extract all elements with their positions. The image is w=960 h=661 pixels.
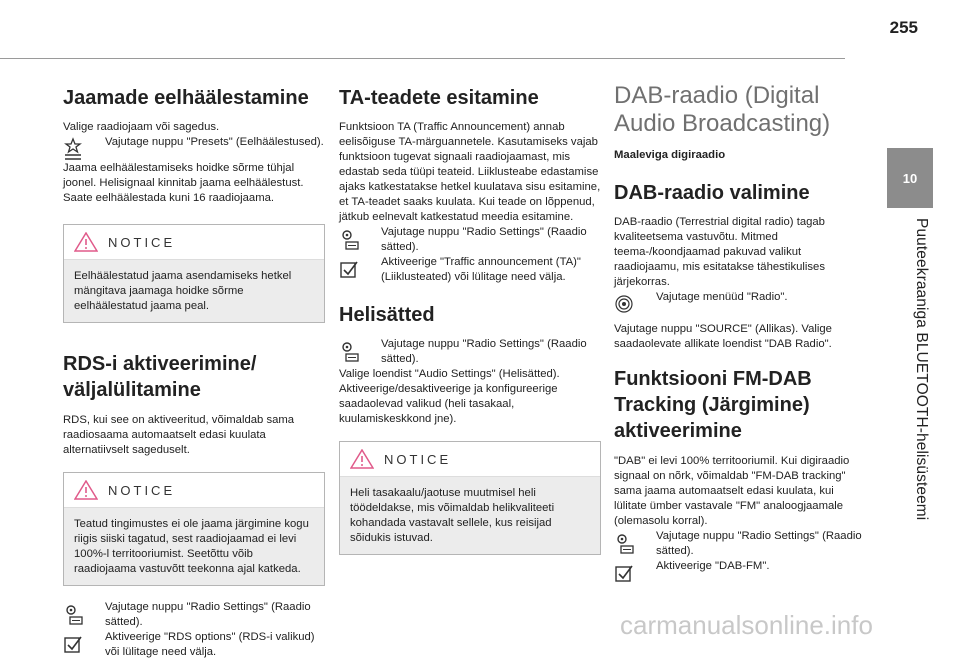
notice-body xyxy=(64,508,324,585)
notice-body xyxy=(340,477,600,554)
paragraph: Valige raadiojaam või sagedus. xyxy=(63,121,220,133)
instruction-text: Vajutage nuppu "Radio Settings" (Raadio sätted). xyxy=(381,226,587,253)
notice-text: Heli tasakaalu/jaotuse muutmisel heli töödeldakse, mis võimaldab helikvaliteeti kohandada vastavalt sellele, kus reisijad sõidukis istuvad. xyxy=(350,487,555,544)
instruction-row xyxy=(614,290,869,316)
heading-dab: DAB-raadio (Digital Audio Broadcasting) xyxy=(614,82,831,137)
paragraph: Jaama eelhäälestamiseks hoidke sõrme tühjal joonel. Helisignaal kinnitab jaama eelhäälestust. Saate eelhäälestada kuni 16 raadiojaama. xyxy=(63,162,304,204)
settings-gear-icon xyxy=(614,531,634,555)
notice-box xyxy=(63,224,325,323)
notice-box xyxy=(63,472,325,586)
instruction-row xyxy=(614,559,869,585)
subheading: Maaleviga digiraadio xyxy=(614,149,726,161)
warning-icon xyxy=(74,232,98,252)
instruction-text: Aktiveerige "Traffic announcement (TA)" (Liiklusteated) või lülitage need välja. xyxy=(381,256,581,283)
paragraph: Vajutage nuppu "SOURCE" (Allikas). Valige saadaolevate allikate loendist "DAB Radio". xyxy=(614,323,832,350)
instruction-text: Vajutage menüüd "Radio". xyxy=(656,291,788,303)
settings-gear-icon xyxy=(339,227,359,251)
notice-header xyxy=(340,442,600,477)
instruction-row xyxy=(614,529,869,559)
heading-rds: RDS-i aktiveerimine/ väljalülitamine xyxy=(63,353,257,401)
heading-ta: TA-teadete esitamine xyxy=(339,87,539,109)
heading-audio: Helisätted xyxy=(339,304,435,326)
instruction-row xyxy=(339,225,601,255)
heading-fm-dab: Funktsiooni FM-DAB Tracking (Järgimine) aktiveerimine xyxy=(614,368,812,442)
star-list-icon xyxy=(63,137,83,161)
instruction-text: Aktiveerige "DAB-FM". xyxy=(656,560,770,572)
settings-gear-icon xyxy=(339,339,359,363)
notice-label: NOTICE xyxy=(384,451,452,467)
watermark: carmanualsonline.info xyxy=(620,610,873,640)
checkbox-icon xyxy=(614,561,634,585)
instruction-text: Vajutage nuppu "Presets" (Eelhäälestused). xyxy=(105,136,324,148)
page-number: 255 xyxy=(889,18,918,37)
instruction-row xyxy=(63,630,325,660)
instruction-text: Vajutage nuppu "Radio Settings" (Raadio sätted). xyxy=(381,338,587,365)
column-1 xyxy=(63,82,325,660)
notice-label: NOTICE xyxy=(108,482,176,498)
checkbox-icon xyxy=(63,632,83,656)
paragraph: Funktsioon TA (Traffic Announcement) annab eelisõiguse TA-märguannetele. Kasutamiseks vajab funktsioon tugevat signaali raadiojaamast, mis edastab seda tüüpi teateid. Liiklusteabe edastamise ajaks katkestatakse hetkel kuulatava sisu esitamine, et TA-teadet saaks kuulata. Kui teade on lõppenud, jätkub eelnevalt katkestatud meedia esitamine. xyxy=(339,121,601,223)
notice-body xyxy=(64,260,324,322)
paragraph: DAB-raadio (Terrestrial digital radio) tagab kvaliteetsema vastuvõtu. Mitmed teema-/koondjaamad pakuvad valikut raadiojaamu, mis esitatakse tähestikulises järjekorras. xyxy=(614,216,825,288)
instruction-row xyxy=(339,337,601,367)
chapter-tab: 10 xyxy=(887,148,933,208)
column-3 xyxy=(614,82,869,585)
radio-signal-icon xyxy=(614,292,634,316)
notice-text: Eelhäälestatud jaama asendamiseks hetkel mängitava jaamaga hoidke sõrme eelhäälestatud jaama peal. xyxy=(74,270,292,312)
instruction-text: Aktiveerige "RDS options" (RDS-i valikud) või lülitage need välja. xyxy=(105,631,315,658)
instruction-text: Vajutage nuppu "Radio Settings" (Raadio sätted). xyxy=(656,530,862,557)
settings-gear-icon xyxy=(63,602,83,626)
instruction-row xyxy=(63,600,325,630)
instruction-text: Vajutage nuppu "Radio Settings" (Raadio sätted). xyxy=(105,601,311,628)
notice-header xyxy=(64,473,324,508)
heading-dab-select: DAB-raadio valimine xyxy=(614,182,810,204)
warning-icon xyxy=(350,449,374,469)
notice-header xyxy=(64,225,324,260)
heading-presets: Jaamade eelhäälestamine xyxy=(63,87,309,109)
instruction-row xyxy=(63,135,325,161)
instruction-row xyxy=(339,255,601,285)
column-2 xyxy=(339,82,601,555)
notice-label: NOTICE xyxy=(108,234,176,250)
notice-box xyxy=(339,441,601,555)
notice-text: Teatud tingimustes ei ole jaama järgimine kogu riigis siiski tagatud, sest raadiojaamad ei levi 100%-l territooriumist. Seetõttu võib raadiojaama vastuvõtt teekonna ajal katkeda. xyxy=(74,518,309,575)
top-rule xyxy=(0,58,845,59)
warning-icon xyxy=(74,480,98,500)
paragraph: RDS, kui see on aktiveeritud, võimaldab sama raadiosaama automaatselt edasi kuulata alternatiivselt sageduselt. xyxy=(63,414,295,456)
checkbox-icon xyxy=(339,257,359,281)
paragraph: "DAB" ei levi 100% territooriumil. Kui digiraadio signaal on nõrk, võimaldab "FM-DAB tracking" sama jaama automaatselt edasi kuulata, kui lülitate ümber vastavale "FM" analoogjaamale (olemasolu korral). xyxy=(614,455,850,527)
chapter-title: Puuteekraaniga BLUETOOTH-helisüsteemi xyxy=(913,218,930,521)
paragraph: Valige loendist "Audio Settings" (Helisätted). Aktiveerige/desaktiveerige ja konfigureerige saadaolevad valikud (heli tasakaal, kuulamiskeskkond jne). xyxy=(339,368,560,425)
